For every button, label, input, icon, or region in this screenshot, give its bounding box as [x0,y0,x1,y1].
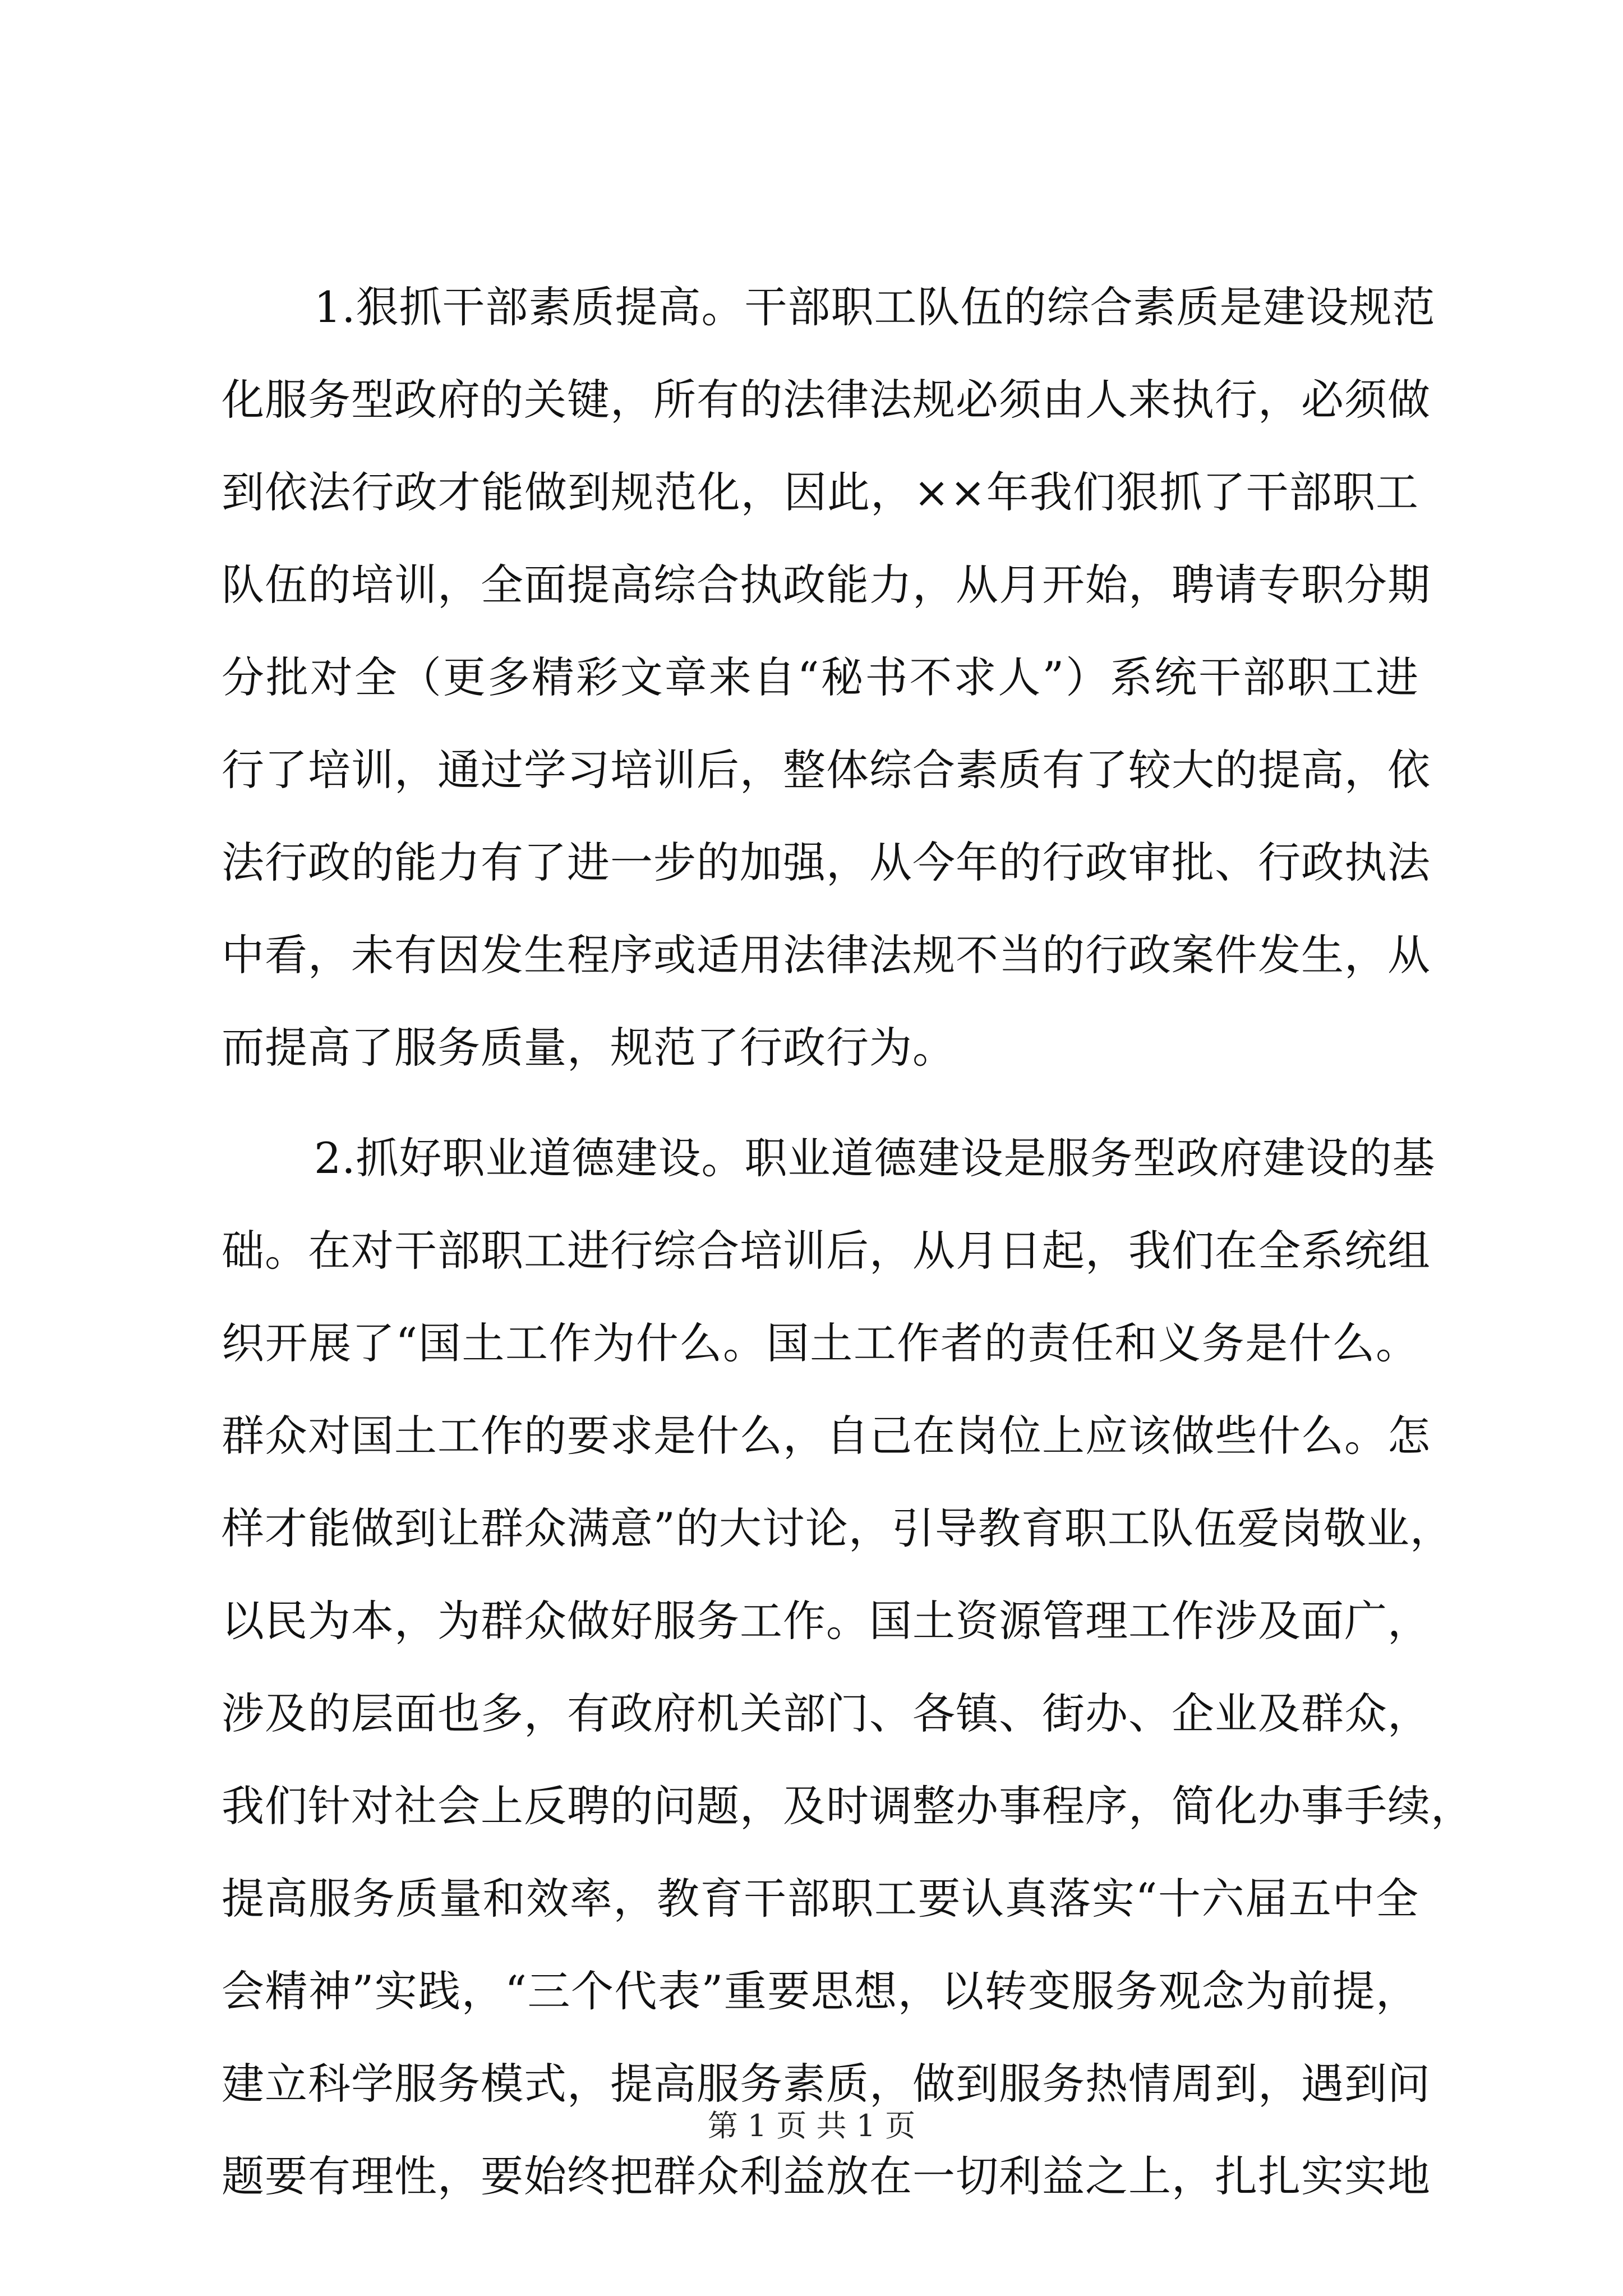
paragraph-2 [222,1112,1474,2223]
document-body [222,261,1474,2223]
text-line: 队伍的培训，全面提高综合执政能力，从月开始，聘请专职分期 [222,560,1431,610]
text-line: 础。在对干部职工进行综合培训后，从月日起，我们在全系统组 [222,1226,1431,1276]
text-line: 到依法行政才能做到规范化，因此，××年我们狠抓了干部职工 [222,467,1419,517]
text-line: 题要有理性，要始终把群众利益放在一切利益之上，扎扎实实地 [222,2151,1431,2201]
text-line: 涉及的层面也多，有政府机关部门、各镇、街办、企业及群众， [222,1688,1431,1738]
text-line: 织开展了“国土工作为什么。国土工作者的责任和义务是什么。 [222,1318,1419,1368]
paragraph-spacing [222,1094,1419,1112]
text-line: 2.抓好职业道德建设。职业道德建设是服务型政府建设的基 [314,1133,1436,1183]
text-line: 而提高了服务质量，规范了行政行为。 [222,1023,956,1073]
text-line: 行了培训，通过学习培训后，整体综合素质有了较大的提高，依 [222,745,1431,795]
text-line: 建立科学服务模式，提高服务素质，做到服务热情周到，遇到问 [222,2059,1431,2109]
text-line: 中看，未有因发生程序或适用法律法规不当的行政案件发生，从 [222,930,1431,980]
text-line: 我们针对社会上反聘的问题，及时调整办事程序，简化办事手续， [222,1781,1474,1831]
text-line: 提高服务质量和效率，教育干部职工要认真落实“十六届五中全 [222,1874,1419,1924]
text-line: 会精神”实践，“三个代表”重要思想，以转变服务观念为前提， [222,1966,1419,2016]
text-line: 化服务型政府的关键，所有的法律法规必须由人来执行，必须做 [222,375,1431,425]
text-line: 分批对全（更多精彩文章来自“秘书不求人”）系统干部职工进 [222,652,1419,702]
text-line: 法行政的能力有了进一步的加强，从今年的行政审批、行政执法 [222,838,1431,887]
page-footer: 第 1 页 共 1 页 [707,2108,916,2143]
paragraph-1 [222,261,1436,1094]
text-line: 群众对国土工作的要求是什么，自己在岗位上应该做些什么。怎 [222,1411,1431,1461]
text-line: 样才能做到让群众满意”的大讨论，引导教育职工队伍爱岗敬业， [222,1503,1453,1553]
text-line: 以民为本，为群众做好服务工作。国土资源管理工作涉及面广， [222,1596,1431,1646]
text-line: 1.狠抓干部素质提高。干部职工队伍的综合素质是建设规范 [314,282,1436,332]
